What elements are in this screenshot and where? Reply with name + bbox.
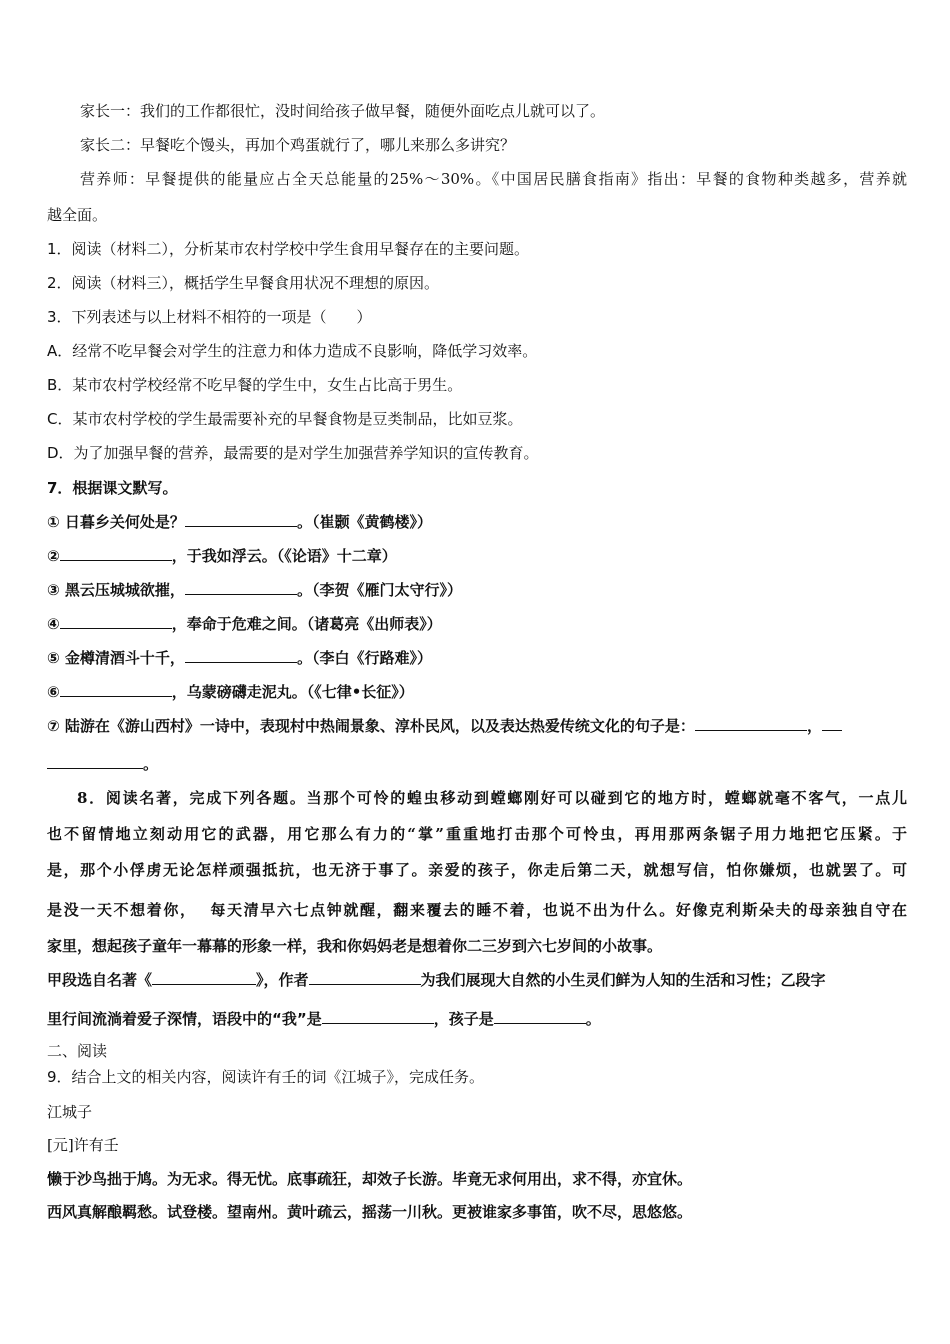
option-b: B．某市农村学校经常不吃早餐的学生中，女生占比高于男生。 [47, 376, 463, 394]
recite-item-1 [47, 511, 907, 533]
recite-5-prompt: ⑤ 金樽清酒斗十千， [47, 649, 185, 667]
recite-1-source: 。（崔颢《黄鹤楼》） [296, 513, 432, 531]
poem-line-1: 懒于沙鸟拙于鸠。为无求。得无忧。底事疏狂，却效子长游。毕竟无求何用出，求不得，亦宜休。 [47, 1170, 693, 1188]
nutritionist-text-line1: 营养师：早餐提供的能量应占全天总能量的25%～30%。《中国居民膳食指南》指出：早餐的食物种类越多，营养就 [80, 170, 907, 188]
question-8-line4: 是没一天不想着你， 每天清早六七点钟就醒，翻来覆去的睡不着，也说不出为什么。好像克利斯朵夫的母亲独自守在 [47, 901, 907, 919]
answer-blank-me[interactable] [322, 1009, 434, 1024]
recite-7-prompt: ⑦ 陆游在《游山西村》一诗中，表现村中热闹景象、淳朴民风，以及表达热爱传统文化的句子是： [47, 717, 695, 735]
answer-blank-1[interactable] [185, 512, 297, 527]
answer-blank-2[interactable] [60, 546, 172, 561]
recite-item-6 [47, 681, 907, 703]
q8-ask-d: 里行间流淌着爱子深情，语段中的“我”是 [47, 1010, 322, 1028]
recite-4-source: ，奉命于危难之间。（诸葛亮《出师表》） [171, 615, 442, 633]
question-8-line1: 8．阅读名著，完成下列各题。当那个可怜的蝗虫移动到螳螂刚好可以碰到它的地方时，螳螂就毫不客气，一点儿 [77, 789, 907, 807]
answer-blank-4[interactable] [60, 614, 172, 629]
q8-ask-f: 。 [585, 1010, 601, 1028]
answer-blank-author[interactable] [309, 970, 421, 985]
answer-blank-7a[interactable] [695, 716, 807, 731]
section-2-heading: 二、阅读 [47, 1042, 108, 1060]
recite-1-prompt: ① 日暮乡关何处是？ [47, 513, 185, 531]
answer-blank-child[interactable] [494, 1009, 586, 1024]
q8-ask-c: 为我们展现大自然的小生灵们鲜为人知的生活和习性；乙段字 [420, 971, 826, 989]
question-8-ask-line2 [47, 1008, 907, 1030]
answer-blank-book[interactable] [152, 970, 256, 985]
q8-ask-a: 甲段选自名著《 [47, 971, 153, 989]
option-a: A．经常不吃早餐会对学生的注意力和体力造成不良影响，降低学习效率。 [47, 342, 538, 360]
recite-6-source: ，乌蒙磅礴走泥丸。（《七律•长征》） [171, 683, 414, 701]
poem-title: 江城子 [47, 1103, 93, 1121]
question-8-ask-line1 [47, 969, 907, 991]
parent1-text: 家长一：我们的工作都很忙，没时间给孩子做早餐，随便外面吃点儿就可以了。 [80, 102, 606, 120]
question-8-line5: 家里，想起孩子童年一幕幕的形象一样，我和你妈妈老是想着你二三岁到六七岁间的小故事。 [47, 937, 663, 955]
question-8-line2: 也不留情地立刻动用它的武器，用它那么有力的“掌”重重地打击那个可怜虫，再用那两条锯子用力地把它压紧。于 [47, 825, 907, 843]
question-1: 1．阅读（材料二），分析某市农村学校中学生食用早餐存在的主要问题。 [47, 240, 530, 258]
q8-ask-b: 》，作者 [256, 971, 309, 989]
recite-5-source: 。（李白《行路难》） [296, 649, 432, 667]
recite-4-prompt: ④ [47, 615, 60, 633]
nutritionist-text-line2: 越全面。 [47, 206, 108, 224]
recite-item-4 [47, 613, 907, 635]
recite-2-prompt: ② [47, 547, 60, 565]
recite-item-5 [47, 647, 907, 669]
option-d: D．为了加强早餐的营养，最需要的是对学生加强营养学知识的宣传教育。 [47, 444, 539, 462]
question-7-title: 7．根据课文默写。 [47, 479, 178, 497]
question-8-line3: 是，那个小俘虏无论怎样顽强抵抗，也无济于事了。亲爱的孩子，你走后第二天，就想写信，怕你嫌烦，也就罢了。可 [47, 861, 907, 879]
question-2: 2．阅读（材料三），概括学生早餐食用状况不理想的原因。 [47, 274, 440, 292]
recite-3-prompt: ③ 黑云压城城欲摧， [47, 581, 185, 599]
recite-3-source: 。（李贺《雁门太守行》） [296, 581, 462, 599]
question-3: 3．下列表述与以上材料不相符的一项是（ ） [47, 308, 372, 326]
recite-item-3 [47, 579, 907, 601]
recite-item-7-cont [47, 753, 907, 775]
recite-2-source: ，于我如浮云。（《论语》十二章） [171, 547, 397, 565]
answer-blank-6[interactable] [60, 682, 172, 697]
parent2-text: 家长二：早餐吃个馒头，再加个鸡蛋就行了，哪儿来那么多讲究？ [80, 136, 516, 154]
recite-item-7 [47, 715, 907, 737]
answer-blank-7b[interactable] [47, 754, 143, 769]
recite-6-prompt: ⑥ [47, 683, 60, 701]
answer-blank-5[interactable] [185, 648, 297, 663]
recite-7-end: 。 [143, 755, 159, 773]
poem-line-2: 西风真解酿羁愁。试登楼。望南州。黄叶疏云，摇荡一川秋。更被谁家多事笛，吹不尽，思悠悠。 [47, 1203, 693, 1221]
recite-7-comma: ， [806, 717, 822, 735]
recite-item-2 [47, 545, 907, 567]
question-9: 9．结合上文的相关内容，阅读许有壬的词《江城子》，完成任务。 [47, 1068, 485, 1086]
answer-blank-3[interactable] [185, 580, 297, 595]
q8-ask-e: ，孩子是 [433, 1010, 494, 1028]
option-c: C．某市农村学校的学生最需要补充的早餐食物是豆类制品，比如豆浆。 [47, 410, 523, 428]
poem-author: [元]许有壬 [47, 1136, 119, 1154]
answer-blank-7b-start[interactable] [822, 716, 842, 731]
